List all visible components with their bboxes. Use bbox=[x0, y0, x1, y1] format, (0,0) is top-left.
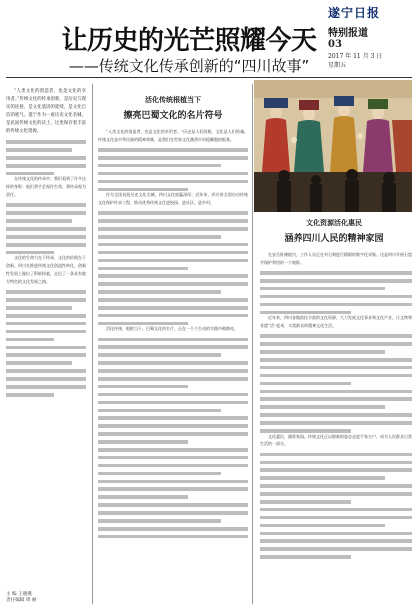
text-line bbox=[6, 369, 86, 373]
text-line bbox=[98, 487, 248, 491]
right-article-kicker: 文化资源活化惠民 bbox=[306, 219, 362, 227]
text-line bbox=[6, 235, 86, 239]
main-headline: 让历史的光芒照耀今天 bbox=[61, 26, 317, 56]
text-line bbox=[260, 358, 412, 362]
text-line bbox=[260, 334, 412, 338]
text-line bbox=[6, 227, 86, 231]
right-article-paragraph: 近年来，四川各地依托丰富的文化资源，大力发展文化事业和文化产业，让文物和非遗“活”起来，丰富群众的精神文化生活。 bbox=[260, 315, 412, 329]
text-line bbox=[98, 377, 248, 381]
text-line bbox=[260, 287, 385, 291]
text-line bbox=[260, 390, 412, 394]
issue-weekday: 星期五 bbox=[328, 62, 347, 69]
text-line bbox=[98, 424, 248, 428]
text-line bbox=[6, 290, 86, 294]
text-line bbox=[98, 353, 221, 357]
text-line bbox=[260, 508, 412, 512]
text-line bbox=[98, 267, 188, 271]
right-article-body bbox=[260, 251, 412, 606]
text-line bbox=[6, 322, 86, 326]
text-line bbox=[260, 413, 412, 417]
text-line bbox=[98, 535, 248, 539]
text-line bbox=[98, 401, 248, 405]
text-line bbox=[6, 148, 72, 152]
text-line bbox=[6, 353, 86, 357]
byline bbox=[6, 592, 90, 604]
right-article-headline: 涵养四川人民的精神家园 bbox=[284, 234, 384, 244]
text-line bbox=[260, 524, 385, 528]
text-line bbox=[98, 314, 248, 318]
left-column-paragraph: 文化的生命力在于传承，文化的价值在于创新。四川在推进传统文化创造性转化、创新性发展上做出了积极探索，走出了一条具有地方特色的文化发展之路。 bbox=[6, 255, 86, 285]
middle-article-body bbox=[98, 128, 248, 608]
text-line bbox=[260, 421, 412, 425]
text-line bbox=[6, 393, 54, 397]
text-line bbox=[98, 495, 188, 499]
text-line bbox=[6, 377, 86, 381]
text-line bbox=[6, 243, 86, 247]
text-line bbox=[98, 416, 248, 420]
text-line bbox=[98, 432, 248, 436]
mural-exhibition-photo bbox=[254, 80, 412, 212]
text-line bbox=[98, 306, 248, 310]
text-line bbox=[98, 369, 248, 373]
left-column-lead: “人类文化的创造者，也是文化的享用者。”传统文化的传承创新，是历史与现实的连接，是文化基因的延续，是文化自信的底气。遂宁作为一座历史文化名城，是民间传统文化的沃土，这里保存着丰富的传统文化资源。 bbox=[6, 89, 86, 134]
text-line bbox=[260, 366, 412, 370]
text-line bbox=[6, 140, 86, 144]
header-divider bbox=[6, 77, 412, 78]
column-divider bbox=[252, 84, 253, 604]
text-line bbox=[98, 156, 248, 160]
middle-article-paragraph: 作为全国首批历史文化名城，四川文化底蕴深厚。近年来，四川省全面启动传统文化保护传承工程，推动优秀传统文化进校园、进社区、进乡村。 bbox=[98, 192, 248, 206]
text-line bbox=[98, 480, 248, 484]
text-line bbox=[6, 385, 86, 389]
text-line bbox=[260, 500, 351, 504]
text-line bbox=[260, 342, 412, 346]
text-line bbox=[98, 385, 188, 389]
text-line bbox=[98, 503, 248, 507]
text-line bbox=[260, 405, 385, 409]
text-line bbox=[260, 468, 412, 472]
text-line bbox=[6, 211, 86, 215]
text-line bbox=[260, 516, 412, 520]
text-line bbox=[260, 303, 412, 307]
text-line bbox=[98, 282, 248, 286]
text-line bbox=[98, 345, 248, 349]
text-line bbox=[6, 361, 72, 365]
text-line bbox=[260, 532, 412, 536]
text-line bbox=[260, 382, 351, 386]
text-line bbox=[260, 453, 412, 457]
text-line bbox=[98, 148, 248, 152]
newspaper-logo: 遂宁日报 bbox=[328, 6, 381, 20]
text-line bbox=[98, 338, 248, 342]
left-column bbox=[6, 88, 86, 598]
text-line bbox=[98, 440, 188, 444]
text-line bbox=[98, 172, 248, 176]
text-line bbox=[260, 279, 412, 283]
text-line bbox=[260, 539, 412, 543]
text-line bbox=[98, 274, 248, 278]
text-line bbox=[6, 346, 86, 350]
text-line bbox=[6, 219, 72, 223]
issue-date: 2017 年 11 月 3 日 bbox=[328, 53, 383, 60]
text-line bbox=[260, 295, 412, 299]
text-line bbox=[260, 397, 412, 401]
mural-illustration bbox=[254, 80, 412, 212]
text-line bbox=[98, 409, 221, 413]
column-divider bbox=[92, 84, 93, 604]
text-line bbox=[260, 547, 412, 551]
text-line bbox=[98, 211, 248, 215]
text-line bbox=[6, 298, 86, 302]
text-line bbox=[98, 456, 248, 460]
text-line bbox=[98, 164, 221, 168]
text-line bbox=[260, 484, 412, 488]
middle-article-paragraph: 活化传统，根植当下。巴蜀文化的名片，正在一个个生动的实践中被擦亮。 bbox=[106, 326, 238, 332]
middle-article-kicker: 活化传统根植当下 bbox=[145, 96, 201, 104]
text-line bbox=[98, 361, 248, 365]
middle-article-paragraph: “人类文化的创造者，也是文化的享用者。”历史是人们的根，文化是人们的魂。传统文化是中华民族的精神命脉，是我们在世界文化激荡中站稳脚跟的根基。 bbox=[98, 129, 248, 142]
text-line bbox=[260, 374, 412, 378]
text-line bbox=[98, 227, 248, 231]
text-line bbox=[98, 511, 248, 515]
text-line bbox=[6, 306, 72, 310]
text-line bbox=[260, 350, 385, 354]
text-line bbox=[98, 243, 248, 247]
text-line bbox=[6, 314, 86, 318]
text-line bbox=[98, 180, 248, 184]
text-line bbox=[98, 298, 248, 302]
text-line bbox=[98, 527, 248, 531]
page-number: 03 bbox=[328, 39, 342, 50]
left-column-paragraph: 在传统文化的传承中，我们看到了许多这样的身影：他们将手艺视作生命，将传承视为责任。 bbox=[6, 176, 86, 198]
sub-headline: ——传统文化传承创新的“四川故事” bbox=[68, 57, 310, 75]
text-line bbox=[260, 271, 412, 275]
text-line bbox=[98, 251, 248, 255]
text-line bbox=[6, 156, 86, 160]
edition-label: 特别报道 bbox=[328, 28, 368, 39]
right-article-title bbox=[262, 218, 406, 244]
text-line bbox=[6, 164, 86, 168]
text-line bbox=[260, 461, 412, 465]
text-line bbox=[6, 203, 86, 207]
middle-article-title bbox=[98, 95, 248, 121]
byline-line: 责任编辑 周 丽 bbox=[6, 598, 37, 603]
text-line bbox=[98, 472, 221, 476]
text-line bbox=[260, 476, 385, 480]
right-article-paragraph: 文化惠民，涵养家园。传统文化正以崭新的姿态走进千家万户，成为人民群众日常生活的一部分。 bbox=[260, 433, 412, 447]
text-line bbox=[260, 555, 351, 559]
byline-line: 主 编 王晓燕 bbox=[6, 592, 32, 597]
text-line bbox=[98, 448, 248, 452]
text-line bbox=[98, 219, 248, 223]
text-line bbox=[98, 519, 221, 523]
text-line bbox=[98, 393, 248, 397]
text-line bbox=[98, 235, 221, 239]
masthead bbox=[328, 4, 408, 69]
text-line bbox=[98, 259, 248, 263]
text-line bbox=[6, 338, 54, 342]
text-line bbox=[6, 330, 86, 334]
middle-article-headline: 擦亮巴蜀文化的名片符号 bbox=[123, 111, 223, 121]
right-article-paragraph: 在安岳卧佛院内，工作人员正在对石刻进行精细的数字化采集。这是四川开展石窟寺保护利用的一个缩影。 bbox=[260, 252, 412, 265]
text-line bbox=[260, 492, 412, 496]
text-line bbox=[98, 464, 248, 468]
text-line bbox=[98, 290, 221, 294]
